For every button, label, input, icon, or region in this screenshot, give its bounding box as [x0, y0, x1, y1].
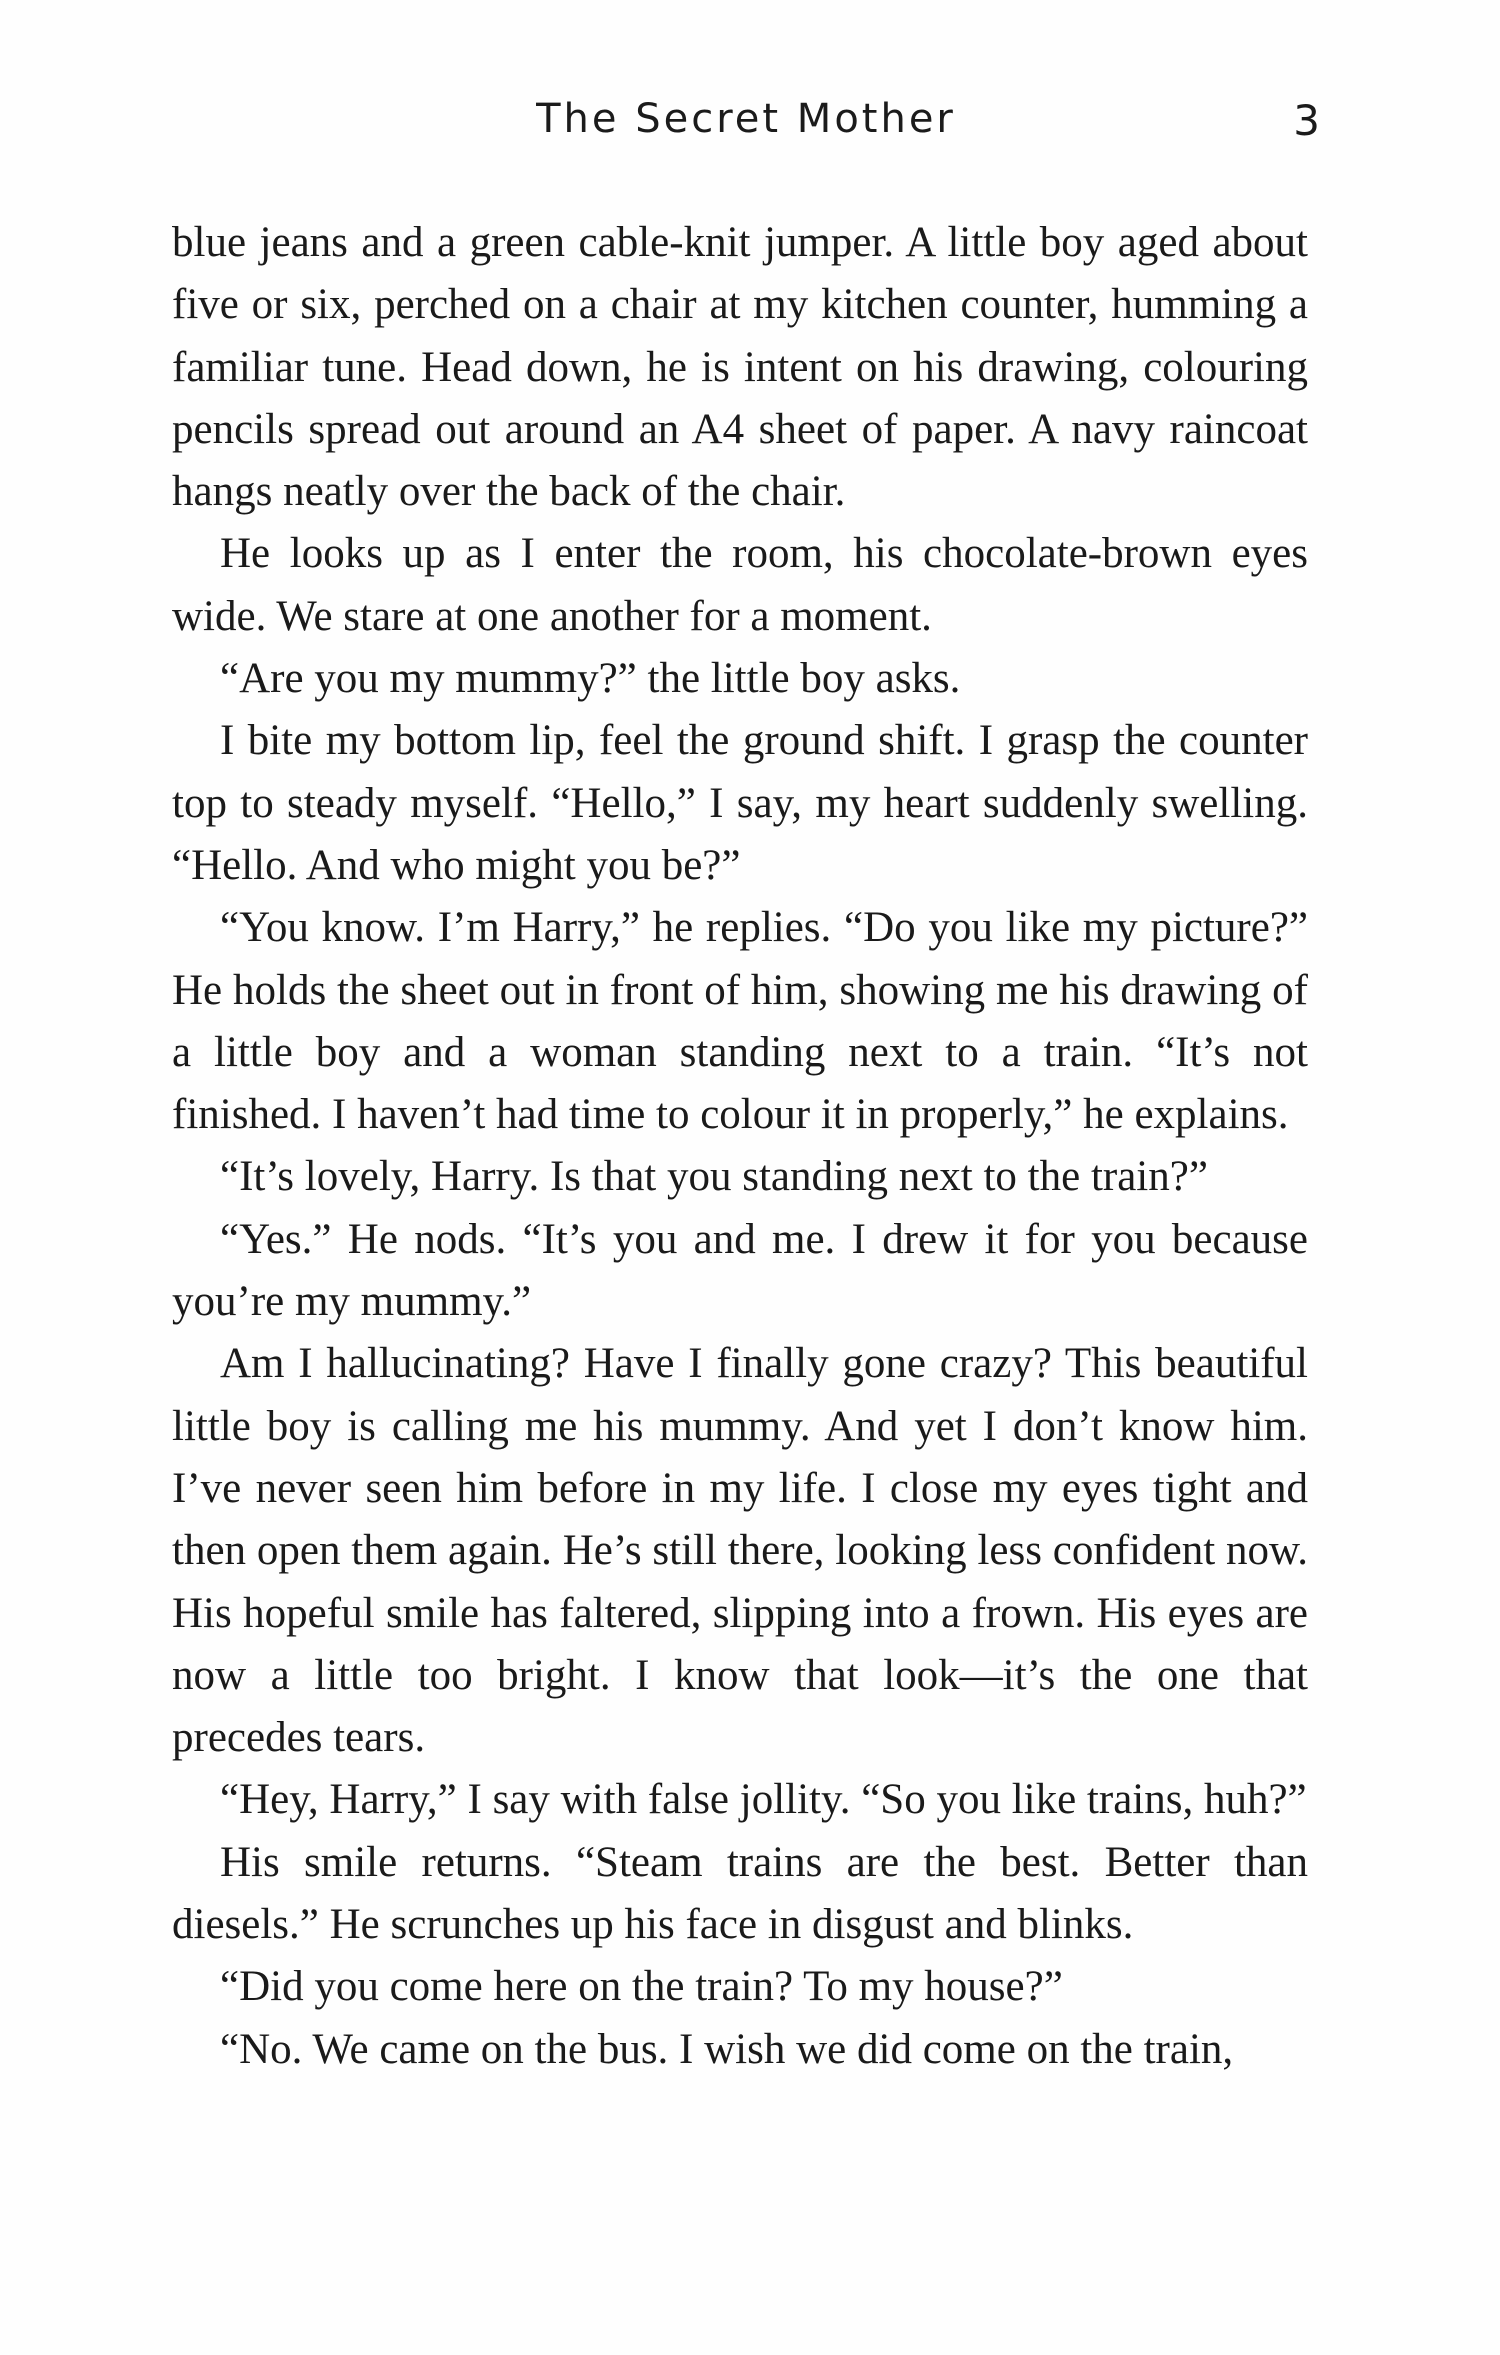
paragraph: “Hey, Harry,” I say with false jollity. “So you like trains, huh?”: [220, 1776, 1307, 1824]
body-text: [172, 212, 1308, 2081]
running-head: [172, 96, 1320, 166]
book-title: The Secret Mother: [536, 96, 956, 142]
paragraph: Am I hallucinating? Have I finally gone crazy? This beautiful little boy is calling me his mummy. And yet I don’t know him. I’ve never seen him before in my life. I close my eyes tight and then open them again. He’s still there, looking less confident now. His hopeful smile has faltered, slipping into a frown. His eyes are now a little too bright. I know that look—it’s the one that precedes tears.: [172, 1340, 1308, 1762]
paragraph: “It’s lovely, Harry. Is that you standing next to the train?”: [220, 1153, 1208, 1201]
paragraph: I bite my bottom lip, feel the ground shift. I grasp the counter top to steady myself. “Hello,” I say, my heart suddenly swelling. “Hello. And who might you be?”: [172, 717, 1308, 889]
paragraph: He looks up as I enter the room, his chocolate-brown eyes wide. We stare at one another for a moment.: [172, 530, 1308, 640]
paragraph: “No. We came on the bus. I wish we did come on the train,: [220, 2025, 1234, 2073]
paragraph: “You know. I’m Harry,” he replies. “Do you like my picture?” He holds the sheet out in front of him, showing me his drawing of a little boy and a woman standing next to a train. “It’s not finished. I haven’t had time to colour it in properly,” he explains.: [172, 904, 1308, 1139]
page-number: 3: [1293, 96, 1320, 145]
paragraph: blue jeans and a green cable-knit jumper. A little boy aged about five or six, perched on a chair at my kitchen counter, humming a familiar tune. Head down, he is intent on his drawing, colouring pencils spread out around an A4 sheet of paper. A navy raincoat hangs neatly over the back of the chair.: [172, 219, 1308, 516]
paragraph: His smile returns. “Steam trains are the best. Better than diesels.” He scrunches up his face in disgust and blinks.: [172, 1838, 1308, 1949]
paragraph: “Are you my mummy?” the little boy asks.: [220, 655, 961, 703]
paragraph: “Did you come here on the train? To my house?”: [220, 1963, 1063, 2011]
paragraph: “Yes.” He nods. “It’s you and me. I drew it for you because you’re my mummy.”: [172, 1215, 1308, 1326]
